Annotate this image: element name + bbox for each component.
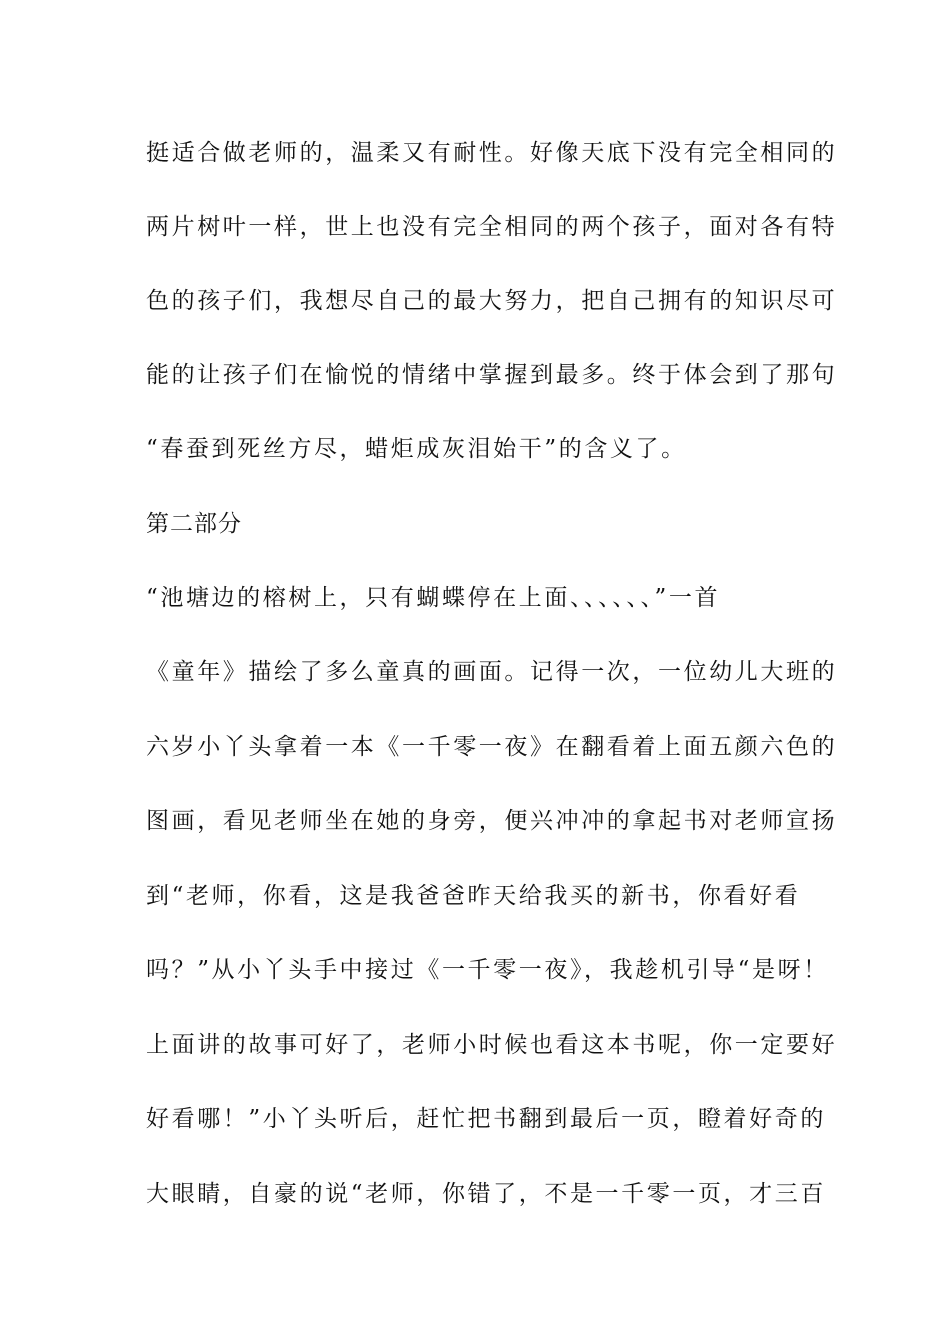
paragraph-line-10: 图画，看见老师坐在她的身旁，便兴冲冲的拿起书对老师宣扬	[146, 808, 838, 834]
paragraph-line-14: 好看哪！”小丫头听后，赶忙把书翻到最后一页，瞪着好奇的	[146, 1106, 826, 1132]
paragraph-line-7: “池塘边的榕树上，只有蝴蝶停在上面、、、、、、”一首	[146, 585, 721, 611]
paragraph-line-2: 两片树叶一样，世上也没有完全相同的两个孩子，面对各有特	[146, 214, 838, 240]
paragraph-line-9: 六岁小丫头拿着一本《一千零一夜》在翻看着上面五颜六色的	[146, 734, 838, 760]
paragraph-line-12: 吗？”从小丫头手中接过《一千零一夜》，我趁机引导“是呀！	[146, 957, 829, 983]
paragraph-line-8: 《童年》描绘了多么童真的画面。记得一次，一位幼儿大班的	[146, 659, 838, 685]
paragraph-line-5: “春蚕到死丝方尽，蜡炬成灰泪始干”的含义了。	[146, 436, 687, 462]
paragraph-line-3: 色的孩子们，我想尽自己的最大努力，把自己拥有的知识尽可	[146, 288, 838, 314]
paragraph-line-11: 到“老师，你看，这是我爸爸昨天给我买的新书，你看好看	[146, 883, 801, 909]
paragraph-line-13: 上面讲的故事可好了，老师小时候也看这本书呢，你一定要好	[146, 1032, 838, 1058]
paragraph-line-1: 挺适合做老师的，温柔又有耐性。好像天底下没有完全相同的	[146, 140, 838, 166]
section-heading: 第二部分	[146, 511, 242, 537]
paragraph-line-15: 大眼睛，自豪的说“老师，你错了，不是一千零一页，才三百	[146, 1181, 826, 1207]
paragraph-line-4: 能的让孩子们在愉悦的情绪中掌握到最多。终于体会到了那句	[146, 362, 838, 388]
